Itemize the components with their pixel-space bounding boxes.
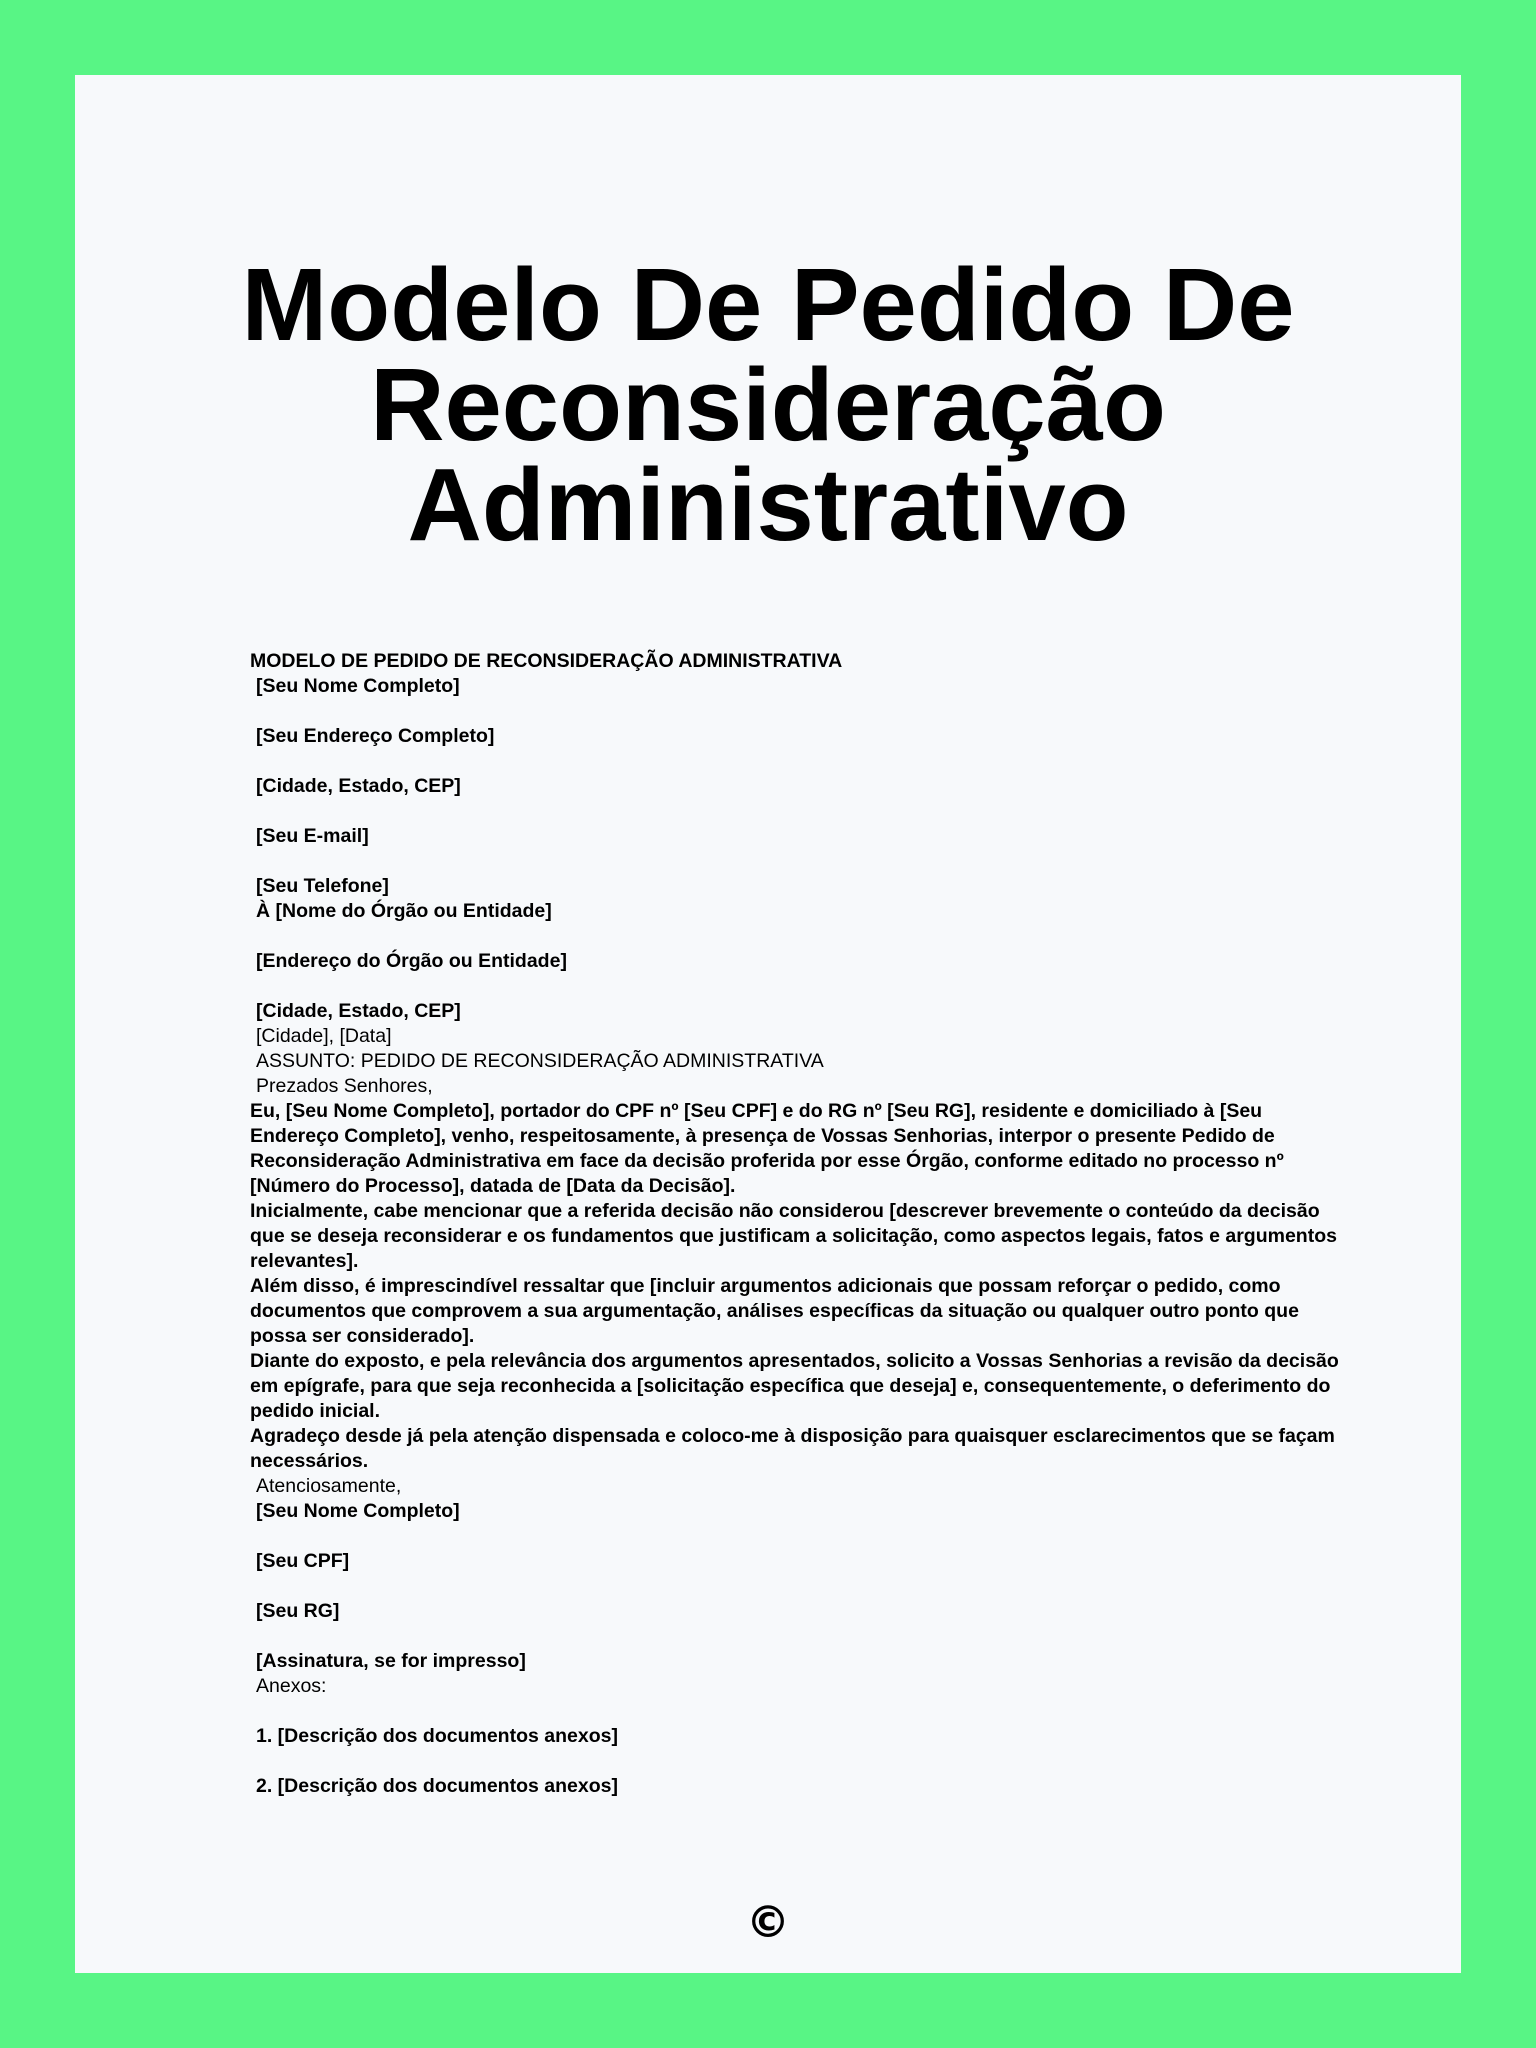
blank-line: [250, 699, 1350, 724]
closing: Atenciosamente,: [256, 1475, 402, 1497]
blank-line: [250, 849, 1350, 874]
blank-line: [250, 1749, 1350, 1774]
title-line-3: Administrativo: [407, 447, 1129, 562]
sender-address: [Seu Endereço Completo]: [256, 725, 495, 747]
blank-line: [250, 924, 1350, 949]
title-line-2: Reconsideração: [370, 347, 1166, 462]
signature-line: [Assinatura, se for impresso]: [256, 1650, 526, 1672]
blank-line: [250, 1524, 1350, 1549]
attachments-label: Anexos:: [256, 1675, 327, 1697]
blank-line: [250, 749, 1350, 774]
recipient-city-state-zip: [Cidade, Estado, CEP]: [256, 1000, 461, 1022]
sender-name: [Seu Nome Completo]: [256, 675, 460, 697]
greeting: Prezados Senhores,: [256, 1075, 433, 1097]
document-heading: MODELO DE PEDIDO DE RECONSIDERAÇÃO ADMINISTRATIVA: [250, 650, 843, 672]
paragraph-5: Agradeço desde já pela atenção dispensada e coloco-me à disposição para quaisquer esclarecimentos que se façam necessários.: [250, 1425, 1335, 1472]
sender-email: [Seu E-mail]: [256, 825, 369, 847]
attachment-item-2: 2. [Descrição dos documentos anexos]: [256, 1775, 618, 1797]
paragraph-2: Inicialmente, cabe mencionar que a referida decisão não considerou [descrever brevemente o conteúdo da decisão que se deseja reconsiderar e os fundamentos que justificam a solicitação, como aspectos legais, fatos e argumentos relevantes].: [250, 1200, 1337, 1272]
document-page: [75, 75, 1461, 1973]
sender-city-state-zip: [Cidade, Estado, CEP]: [256, 775, 461, 797]
document-title: [75, 247, 1461, 562]
signature-name: [Seu Nome Completo]: [256, 1500, 460, 1522]
paragraph-1: Eu, [Seu Nome Completo], portador do CPF nº [Seu CPF] e do RG nº [Seu RG], residente e domiciliado à [Seu Endereço Completo], venho, respeitosamente, à presença de Vossas Senhorias, interpor o presente Pedido de Reconsideração Administrativa em face da decisão proferida por esse Órgão, conforme editado no processo nº [Número do Processo], datada de [Data da Decisão].: [250, 1100, 1284, 1197]
date-line: [Cidade], [Data]: [256, 1025, 392, 1047]
attachment-item-1: 1. [Descrição dos documentos anexos]: [256, 1725, 618, 1747]
paragraph-3: Além disso, é imprescindível ressaltar que [incluir argumentos adicionais que possam reforçar o pedido, como documentos que comprovem a sua argumentação, análises específicas da situação ou qualquer outro ponto que possa ser considerado].: [250, 1275, 1299, 1347]
signature-rg: [Seu RG]: [256, 1600, 340, 1622]
blank-line: [250, 1699, 1350, 1724]
blank-line: [250, 799, 1350, 824]
recipient-name: À [Nome do Órgão ou Entidade]: [256, 900, 552, 922]
blank-line: [250, 1574, 1350, 1599]
subject-line: ASSUNTO: PEDIDO DE RECONSIDERAÇÃO ADMINISTRATIVA: [256, 1050, 824, 1072]
sender-phone: [Seu Telefone]: [256, 875, 389, 897]
recipient-address: [Endereço do Órgão ou Entidade]: [256, 950, 567, 972]
document-body: [250, 649, 1350, 1799]
blank-line: [250, 974, 1350, 999]
signature-cpf: [Seu CPF]: [256, 1550, 350, 1572]
paragraph-4: Diante do exposto, e pela relevância dos argumentos apresentados, solicito a Vossas Senhorias a revisão da decisão em epígrafe, para que seja reconhecida a [solicitação específica que deseja] e, consequentemente, o deferimento do pedido inicial.: [250, 1350, 1339, 1422]
blank-line: [250, 1624, 1350, 1649]
copyright-icon: ©: [746, 1897, 790, 1948]
title-line-1: Modelo De Pedido De: [241, 247, 1295, 362]
